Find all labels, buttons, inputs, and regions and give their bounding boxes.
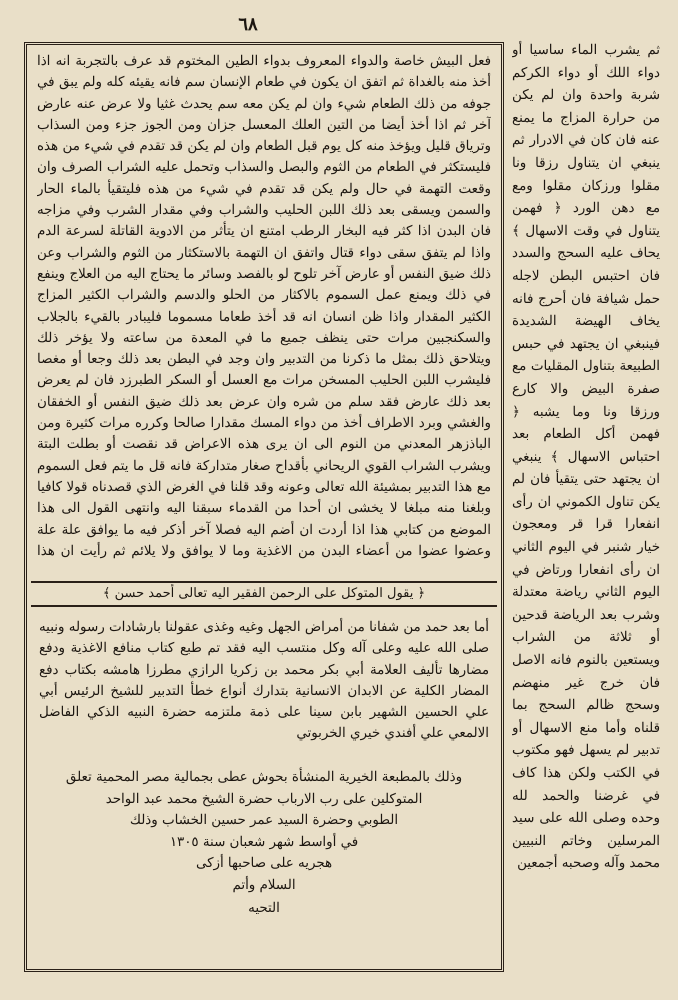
main-text-frame (24, 42, 504, 972)
margin-column-text: ثم يشرب الماء ساسيا أو دواء اللك أو دواء الكركم شربة واحدة وان لم يكن من حرارة المزاج ما يمنع عنه فان كان في الادرار ثم ينبغي ان يتناول رزقا ونا مقلوا ورزكان مقلوا ومع مع دهن الورد ﴿ فهمن يتناول في وقت الاسهال ﴾ يحاف عليه السحج والسدد فان احتبس البطن لاجله حمل شيافة فان أحرج فانه يخاف الهيضة الشديدة فينبغي ان يجتهد في حبس الطبيعة بتناول المقليات مع صفرة البيض والا كارع ورزقا ونا وما يشبه ﴿ فهمن أكل الطعام بعد احتباس الاسهال ﴾ ينبغي ان يجتهد حتى يتقيأ فان لم يكن تناول الكموني ان رأى انفعارا قرا قر ومعجون خيار شنبر في اليوم الثاني ان رأى انفعارا ورتاض في اليوم الثاني رياضة معتدلة وشرب بعد الرياضة قدحين أو ثلاثة من الشراب ويستعين بالنوم فانه الاصل فان خرج غير منهضم وسحج ظالم السحج بما قلناه وأما منع الاسهال أو تدبير لم يسهل فهو مكتوب في الكتب ولكن هذا كاف في غرضنا والحمد لله وحده وصلى الله على سيد المرسلين وخاتم النبيين محمد وآله وصحبه أجمعين (512, 43, 660, 872)
colophon-line: هجريه على صاحبها أزكى (195, 856, 333, 871)
colophon-date-line: في أواسط شهر شعبان سنة ١٣٠٥ (169, 834, 359, 850)
colophon-line: وذلك بالمطبعة الخيرية المنشأة بحوش عطى بجمالية مصر المحمية تعلق (65, 770, 463, 785)
colophon (57, 767, 471, 967)
colophon-line: الطوبي وحضرة السيد عمر حسين الخشاب وذلك (129, 813, 399, 828)
page-number: ٦٨ (238, 14, 258, 35)
colophon-line: المتوكلين على رب الارباب حضرة الشيخ محمد عبد الواحد (105, 791, 423, 807)
epilogue-text: أما بعد حمد من شفانا من أمراض الجهل وغيه وغذى عقولنا بارشادات رسوله ونبيه صلى الله عليه وعلى آله وكل منتسب اليه فقد تم طبع كتاب منافع الاغذية ودفع مضارها تأليف العلامة أبي بكر محمد بن زكريا الرازي مطرزا هامشه بكتاب دفع المضار الكلية عن الابدان الانسانية بتدارك أنواع خطأ التدبير للشيخ الرئيس أبي علي الحسين الشهير بابن سينا على ذمة ملتزمه حضرة النبيه الذكي الفاضل الالمعي علي أفندي خيري الخربوتي (39, 620, 489, 742)
section-divider-bottom (31, 605, 497, 607)
main-body-text: فعل البيش خاصة والدواء المعروف بدواء الطين المختوم قد عرف بالتجربة انه اذا أخذ منه بالغداة ثم اتفق ان يكون في طعام الإنسان سم فانه يقيئه كله ولم يبق في جوفه من ذلك الطعام شيء وان لم يكن معه سم يحدث غثيا ولا عرض عنه عارض آخر ثم اذا أخذ أيضا من التين العلك المعسل جزان ومن الجوز جزء ومن السذاب وترياق قليل ويؤخذ منه كل يوم قبل الطعام وان لم يكن قد تقدم في شيء من هذه فليستكثر في الطعام من الثوم والبصل والسذاب وتحمل عليه الشراب الصرف وان وقعت التهمة في حال ولم يكن قد تقدم في شيء من هذه فليتقيأ بالماء الحار والسمن ويسقى بعد ذلك اللبن الحليب والشراب وفي مقدار الشرب وفي مزاجه فان البدن اذا كثر فيه البخار الرطب امتنع ان يتأثر من الادوية القاتلة لسرعة الدم واذا لم يتفق سقى دواء قتال واتفق ان التهمة بالاستكثار من الثوم والشراب وعن ذلك ضيق النفس أو عارض آخر تلوح لو بالفصد وسائر ما يحتاج اليه من العلاج وينفع في ذلك ويمنع عمل السموم بالاكثار من الحلو والدسم والشراب الكثير المزاج الكثير المقدار واذا ظن انسان انه قد أخذ طعاما مسموما فليبادر بالقيء بالجلاب والسكنجبين مرات حتى ينظف جميع ما في المعدة من ساعته ولا يؤخر ذلك ويتلاحق ذلك بمثل ما ذكرنا من التدبير وان وجد في البطن بعد ذلك وجعا أو مغصا فليشرب اللبن الحليب المسخن مرات مع العسل أو السكر الطبرزد فان لم يعرض بعد ذلك عارض فقد سلم من شره وان عرض بعد ذلك ضيق النفس أو الخفقان والغشي وبرد الاطراف أخذ من دواء المسك مقدارا صالحا وكرره مرات كثيرة ومن الباذزهر المعدني من النوم الى ان يرى هذه الاعراض قد نقصت أو بطلت البتة ويشرب الشراب القوي الريحاني بأقداح صغار متداركة فانه قل ما يتم فعل السموم مع هذا التدبير بمشيئة الله تعالى وعونه وقد قلنا في الغرض الذي قصدناه قولا كافيا وبلغنا منه مبلغا لا يخشى ان أحدا من القدماء سبقنا اليه وانتهى القول الى هذا الموضع من كتابي هذا اذا أردت ان أضم اليه فصلا آخر أذكر فيه ما يوافق علة علة وعضوا عضوا من أعضاء البدن من الاغذية وما لا يوافق ولا يلائم ثم رأيت ان هذا (37, 54, 491, 559)
colophon-line: السلام وأتم (232, 877, 296, 893)
epilogue-heading: ﴿ يقول المتوكل على الرحمن الفقير اليه تعالى أحمد حسن ﴾ (102, 586, 426, 601)
colophon-closing: التحيه (248, 901, 280, 916)
section-divider-top (31, 581, 497, 583)
